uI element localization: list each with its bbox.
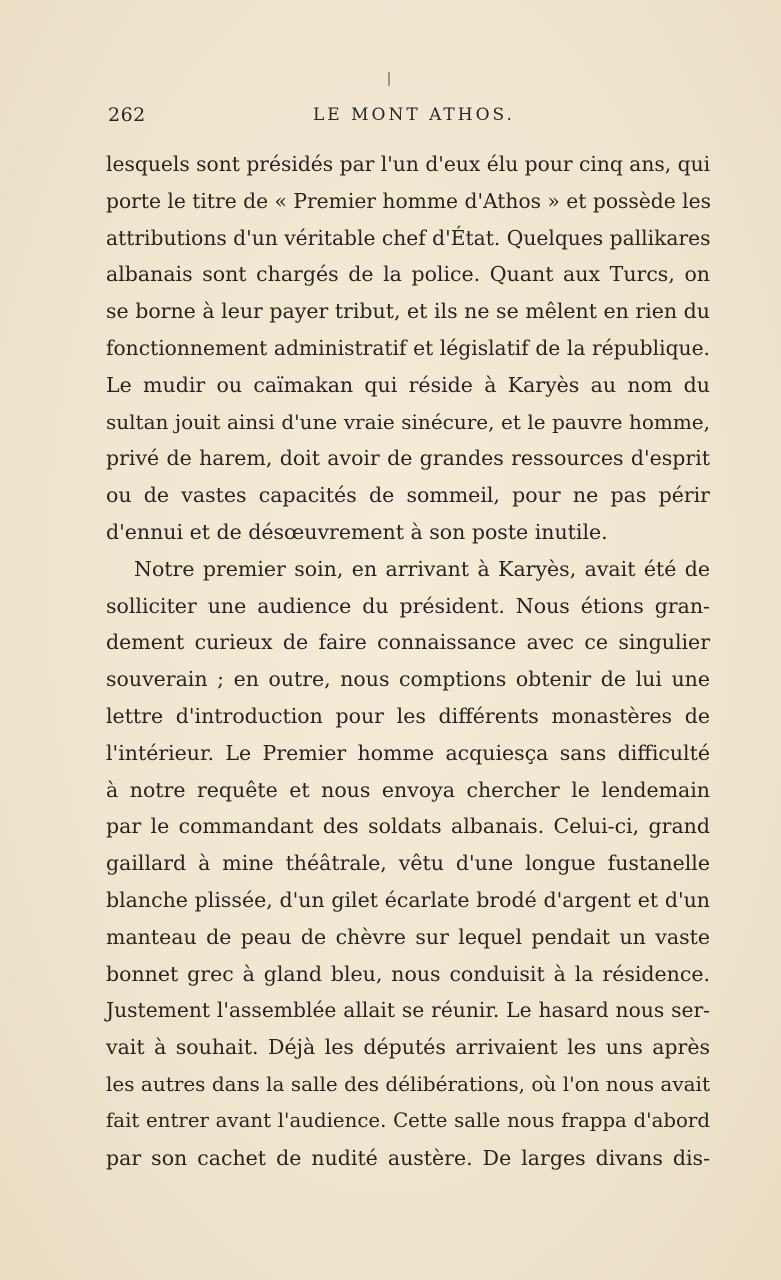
paragraph — [106, 551, 710, 1177]
text-line: par son cachet de nudité austère. De larges divans dis- — [106, 1145, 710, 1170]
page-header — [108, 104, 716, 134]
text-line: lettre d'introduction pour les différents monastères de — [106, 703, 710, 728]
text-line: Justement l'assemblée allait se réunir. Le hasard nous ser- — [106, 998, 710, 1023]
text-line: manteau de peau de chèvre sur lequel pendait un vaste — [106, 924, 710, 949]
text-line: à notre requête et nous envoya chercher le lendemain — [106, 777, 710, 802]
page-number: 262 — [108, 104, 146, 126]
text-line: ou de vastes capacités de sommeil, pour ne pas périr — [106, 483, 710, 508]
text-line: Le mudir ou caïmakan qui réside à Karyès au nom du — [106, 372, 710, 397]
text-line: se borne à leur payer tribut, et ils ne se mêlent en rien du — [106, 299, 710, 324]
printer-mark — [388, 72, 390, 86]
text-line: privé de harem, doit avoir de grandes ressources d'esprit — [106, 446, 710, 471]
paragraph — [106, 146, 710, 551]
text-line: vait à souhait. Déjà les députés arrivaient les uns après — [106, 1035, 710, 1060]
text-line: porte le titre de « Premier homme d'Athos » et possède les — [106, 188, 712, 213]
text-line: fait entrer avant l'audience. Cette salle nous frappa d'abord — [106, 1108, 710, 1132]
text-line: Notre premier soin, en arrivant à Karyès, avait été de — [134, 556, 710, 581]
text-line: bonnet grec à gland bleu, nous conduisit à la résidence. — [106, 961, 710, 986]
text-line: l'intérieur. Le Premier homme acquiesça sans difficulté — [106, 740, 710, 765]
running-head: LE MONT ATHOS. — [313, 105, 515, 125]
text-line: les autres dans la salle des délibérations, où l'on nous avait — [106, 1071, 710, 1096]
text-line: fonctionnement administratif et législatif de la république. — [106, 335, 710, 360]
text-line: blanche plissée, d'un gilet écarlate brodé d'argent et d'un — [106, 887, 710, 912]
text-line: gaillard à mine théâtrale, vêtu d'une longue fustanelle — [106, 851, 710, 876]
text-line: par le commandant des soldats albanais. Celui-ci, grand — [106, 814, 710, 839]
text-line: sultan jouit ainsi d'une vraie sinécure, et le pauvre homme, — [106, 409, 710, 434]
text-line: lesquels sont présidés par l'un d'eux élu pour cinq ans, qui — [106, 152, 711, 176]
body-text — [106, 146, 710, 1176]
text-line: albanais sont chargés de la police. Quant aux Turcs, on — [106, 262, 710, 287]
text-line: souverain ; en outre, nous comptions obtenir de lui une — [106, 667, 710, 692]
text-line: dement curieux de faire connaissance avec ce singulier — [106, 630, 710, 655]
text-line: solliciter une audience du président. Nous étions gran- — [106, 593, 710, 618]
text-line: d'ennui et de désœuvrement à son poste inutile. — [106, 519, 608, 544]
text-line: attributions d'un véritable chef d'État. Quelques pallikares — [106, 225, 711, 250]
